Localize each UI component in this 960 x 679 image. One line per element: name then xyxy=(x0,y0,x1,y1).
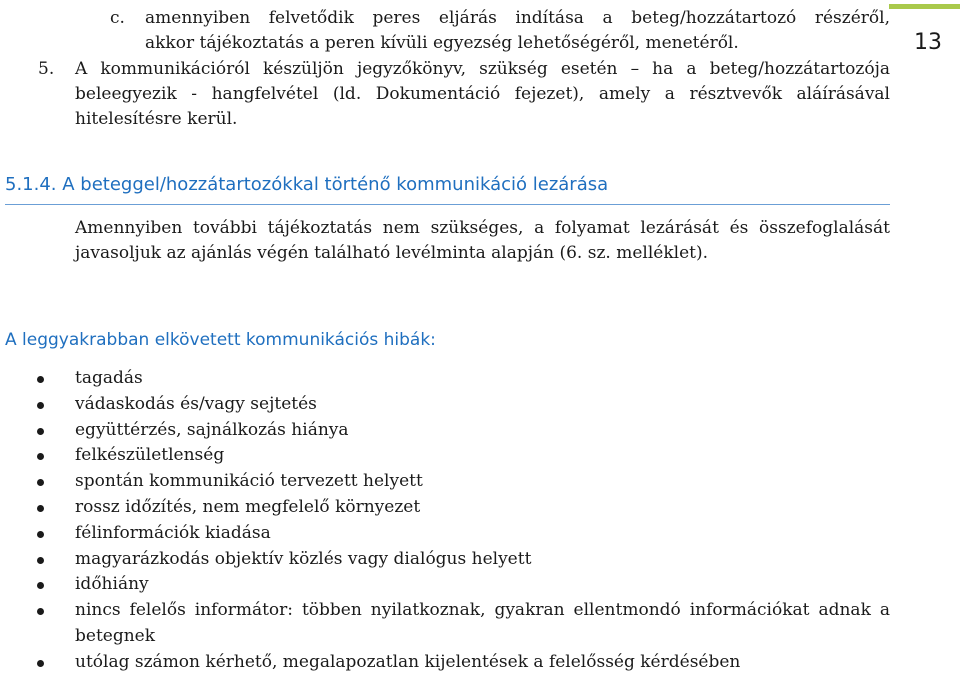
list-item: együttérzés, sajnálkozás hiánya xyxy=(0,418,890,444)
list-item-5-line1: A kommunikációról készüljön jegyzőkönyv, szükség esetén – ha a beteg/hozzátartozója xyxy=(75,59,890,79)
list-item-c-line1: amennyiben felvetődik peres eljárás indítása a beteg/hozzátartozó részéről, xyxy=(145,8,890,28)
errors-list xyxy=(0,366,890,676)
section-paragraph-line2: javasoljuk az ajánlás végén található levélminta alapján (6. sz. melléklet). xyxy=(75,243,708,263)
bullet-icon xyxy=(37,660,44,667)
list-item-5-line2: beleegyezik - hangfelvétel (ld. Dokumentáció fejezet), amely a résztvevők aláírásával xyxy=(75,84,890,104)
section-heading: 5.1.4. A beteggel/hozzátartozókkal történő kommunikáció lezárása xyxy=(5,174,609,195)
errors-heading: A leggyakrabban elkövetett kommunikációs hibák: xyxy=(5,330,436,350)
list-marker-c: c. xyxy=(110,8,125,28)
list-item-c-line2: akkor tájékoztatás a peren kívüli egyezség lehetőségéről, menetéről. xyxy=(145,33,739,53)
section-heading-rule xyxy=(5,204,890,205)
bullet-icon xyxy=(37,453,44,460)
list-item: felkészületlenség xyxy=(0,443,890,469)
list-item: magyarázkodás objektív közlés vagy dialógus helyett xyxy=(0,547,890,573)
list-marker-5: 5. xyxy=(38,59,55,79)
bullet-icon xyxy=(37,479,44,486)
bullet-icon xyxy=(37,608,44,615)
list-item: utólag számon kérhető, megalapozatlan kijelentések a felelősség kérdésében xyxy=(0,650,890,676)
page-number-bar xyxy=(889,4,960,9)
list-item: félinformációk kiadása xyxy=(0,521,890,547)
list-item: rossz időzítés, nem megfelelő környezet xyxy=(0,495,890,521)
section-paragraph-line1: Amennyiben további tájékoztatás nem szükséges, a folyamat lezárását és összefoglalását xyxy=(75,218,890,238)
list-item-5-line3: hitelesítésre kerül. xyxy=(75,109,238,129)
bullet-icon xyxy=(37,402,44,409)
bullet-icon xyxy=(37,505,44,512)
list-item: spontán kommunikáció tervezett helyett xyxy=(0,469,890,495)
list-item: tagadás xyxy=(0,366,890,392)
bullet-icon xyxy=(37,531,44,538)
bullet-icon xyxy=(37,376,44,383)
bullet-icon xyxy=(37,428,44,435)
list-item: vádaskodás és/vagy sejtetés xyxy=(0,392,890,418)
bullet-icon xyxy=(37,557,44,564)
bullet-icon xyxy=(37,582,44,589)
page-number: 13 xyxy=(914,30,942,55)
list-item: időhiány xyxy=(0,572,890,598)
list-item: nincs felelős informátor: többen nyilatkoznak, gyakran ellentmondó információkat adnak a betegnek xyxy=(0,598,890,650)
